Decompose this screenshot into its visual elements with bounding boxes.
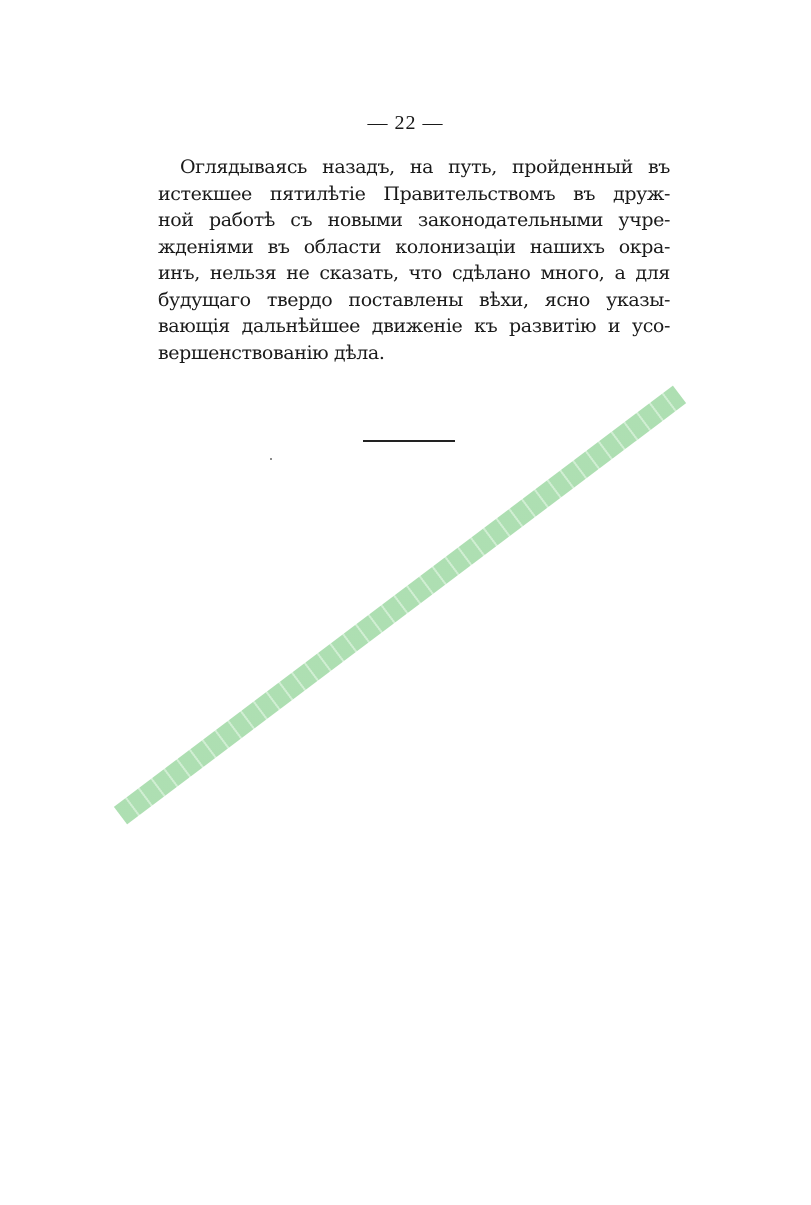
paragraph-line: ной работѣ съ новыми законодательными учре- [158, 209, 670, 231]
body-paragraph [158, 154, 670, 366]
paragraph-line: вершенствованію дѣла. [158, 341, 385, 364]
page-number: — 22 — [367, 112, 444, 134]
end-divider [363, 440, 455, 442]
print-speck [270, 458, 272, 460]
watermark-bar [114, 386, 686, 825]
paragraph-line: Оглядываясь назадъ, на путь, пройденный въ [180, 156, 670, 178]
paragraph-line: инъ, нельзя не сказать, что сдѣлано много, а для [158, 262, 670, 284]
diagonal-watermark [114, 386, 686, 825]
paragraph-line: будущаго твердо поставлены вѣхи, ясно указы- [158, 288, 670, 311]
paragraph-line: вающія дальнѣйшее движеніе къ развитію и усо- [158, 315, 670, 337]
paragraph-line: жденіями въ области колонизаціи нашихъ окра- [158, 235, 670, 258]
paragraph-line: истекшее пятилѣтіе Правительствомъ въ друж- [158, 182, 670, 205]
